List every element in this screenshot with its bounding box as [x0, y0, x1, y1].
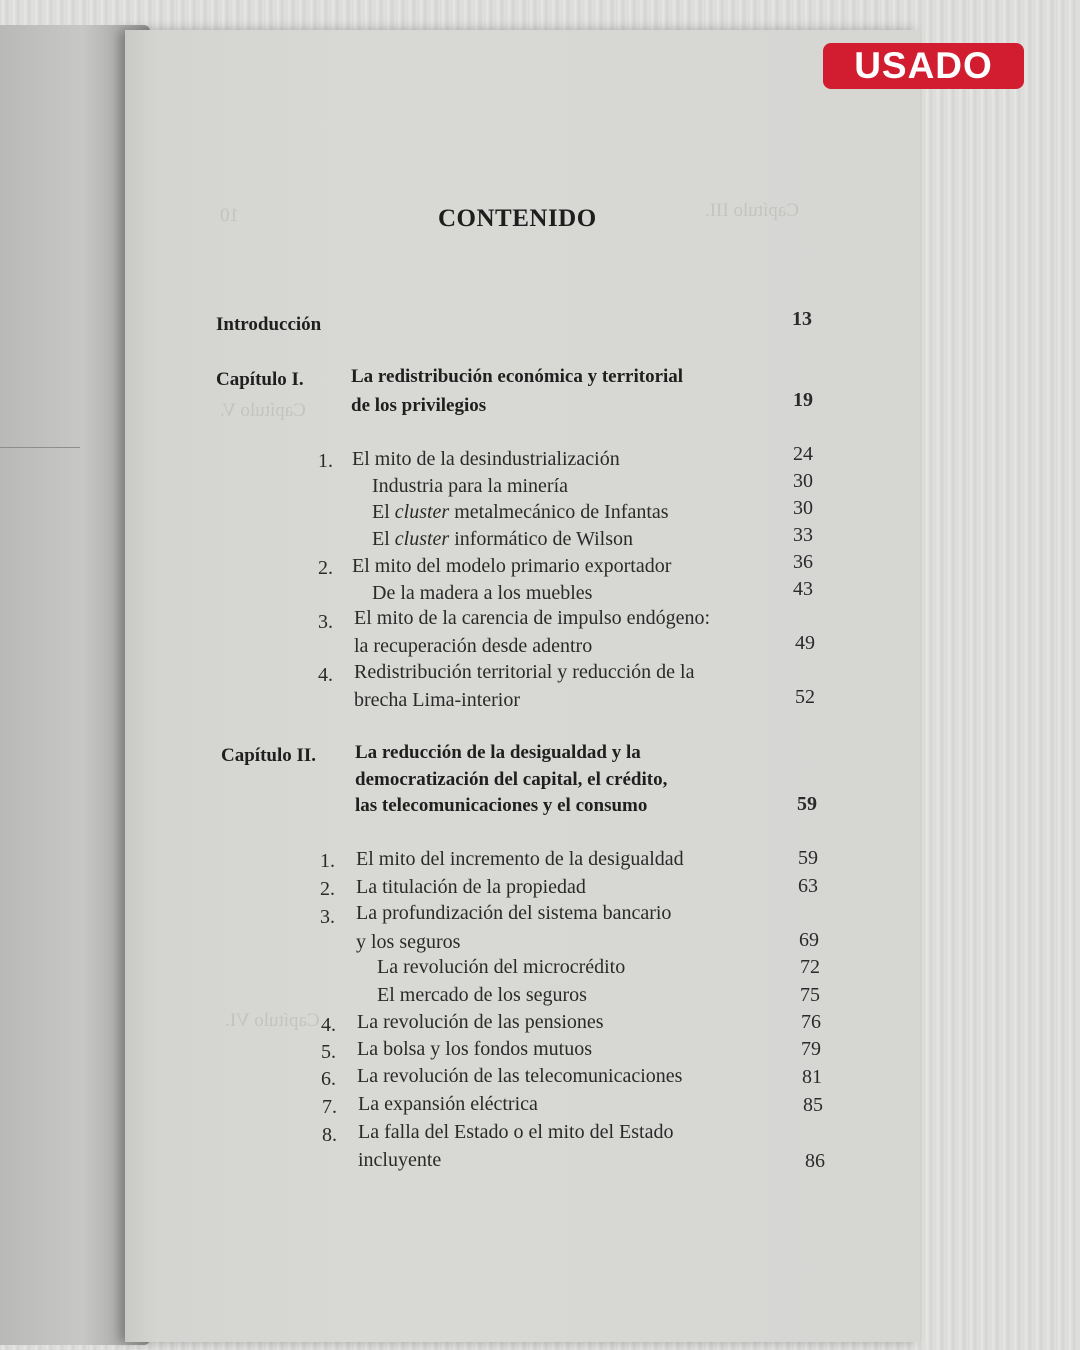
toc-item-page: 75 — [800, 984, 820, 1006]
toc-item-number: 3. — [318, 611, 333, 633]
chapter-label: Capítulo II. — [221, 745, 317, 766]
toc-item-page: 63 — [798, 875, 818, 897]
toc-item-text: La expansión eléctrica — [358, 1093, 538, 1115]
chapter-title: de los privilegios — [351, 395, 487, 416]
toc-item-page: 72 — [800, 956, 820, 978]
chapter-title: La redistribución económica y territorial — [351, 366, 684, 387]
intro-page: 13 — [792, 308, 812, 330]
chapter-label: Capítulo I. — [216, 369, 304, 390]
toc-item-page: 81 — [802, 1066, 822, 1088]
bleed-through-text: Capítulo V. — [220, 400, 306, 421]
toc-subitem-text: De la madera a los muebles — [372, 582, 593, 604]
toc-item-text-cont: incluyente — [358, 1149, 442, 1171]
text-part: El — [372, 528, 395, 550]
toc-item-number: 3. — [320, 906, 335, 928]
used-badge: USADO — [823, 43, 1024, 89]
bleed-through-text: Capítulo III. — [705, 200, 799, 221]
chapter-page: 59 — [797, 793, 817, 815]
toc-item-number: 2. — [320, 878, 335, 900]
toc-item-number: 4. — [321, 1014, 336, 1036]
toc-item-page: 52 — [795, 686, 815, 708]
chapter-page: 19 — [793, 389, 813, 411]
toc-item-page: 24 — [793, 443, 813, 465]
chapter-title: La reducción de la desigualdad y la — [355, 742, 641, 763]
toc-item-text-cont: y los seguros — [356, 931, 461, 953]
toc-item-text: La profundización del sistema bancario — [356, 902, 672, 924]
left-page-rule — [0, 447, 80, 448]
toc-item-page: 36 — [793, 551, 813, 573]
toc-item-page: 49 — [795, 632, 815, 654]
toc-item-text: El mito del incremento de la desigualdad — [356, 848, 684, 870]
text-part: El — [372, 501, 395, 523]
toc-item-page: 30 — [793, 470, 813, 492]
text-part: metalmecánico de Infantas — [449, 501, 669, 523]
chapter-title: democratización del capital, el crédito, — [355, 769, 668, 790]
toc-item-text-cont: brecha Lima-interior — [354, 689, 521, 711]
toc-item-text: La falla del Estado o el mito del Estado — [358, 1121, 674, 1143]
italic-term: cluster — [394, 528, 450, 550]
toc-item-page: 86 — [805, 1150, 825, 1172]
toc-item-page: 76 — [801, 1011, 821, 1033]
bleed-through-text: 10 — [220, 205, 239, 226]
toc-item-text: Redistribución territorial y reducción de la — [354, 661, 695, 683]
toc-item-page: 33 — [793, 524, 813, 546]
text-part: informático de Wilson — [449, 528, 634, 550]
toc-item-number: 6. — [321, 1068, 336, 1090]
toc-subitem-text: Industria para la minería — [372, 475, 569, 497]
toc-subitem-text — [372, 528, 633, 551]
toc-item-text: La revolución de las pensiones — [357, 1011, 604, 1033]
toc-subitem-text — [372, 501, 669, 524]
toc-subitem-text: El mercado de los seguros — [377, 984, 587, 1006]
toc-item-page: 69 — [799, 929, 819, 951]
toc-item-number: 1. — [318, 450, 333, 472]
toc-item-text: La bolsa y los fondos mutuos — [357, 1038, 592, 1060]
toc-item-text: El mito de la carencia de impulso endógeno: — [354, 607, 710, 629]
italic-term: cluster — [394, 501, 450, 523]
toc-item-number: 1. — [320, 850, 335, 872]
toc-item-page: 43 — [793, 578, 813, 600]
toc-item-text: El mito del modelo primario exportador — [352, 555, 672, 577]
toc-item-text: El mito de la desindustrialización — [352, 448, 620, 470]
toc-subitem-text: La revolución del microcrédito — [377, 956, 626, 978]
toc-item-page: 59 — [798, 847, 818, 869]
contents-title: CONTENIDO — [438, 205, 597, 232]
toc-item-text: La revolución de las telecomunicaciones — [357, 1065, 683, 1087]
toc-item-page: 79 — [801, 1038, 821, 1060]
toc-item-number: 7. — [322, 1096, 337, 1118]
toc-item-page: 85 — [803, 1094, 823, 1116]
toc-item-text: La titulación de la propiedad — [356, 876, 586, 898]
toc-item-number: 2. — [318, 557, 333, 579]
toc-item-number: 8. — [322, 1124, 337, 1146]
toc-item-number: 5. — [321, 1041, 336, 1063]
intro-label: Introducción — [216, 314, 322, 335]
toc-item-text-cont: la recuperación desde adentro — [354, 635, 593, 657]
toc-item-page: 30 — [793, 497, 813, 519]
chapter-title: las telecomunicaciones y el consumo — [355, 795, 648, 816]
toc-item-number: 4. — [318, 664, 333, 686]
bleed-through-text: Capítulo VI. — [225, 1010, 320, 1031]
